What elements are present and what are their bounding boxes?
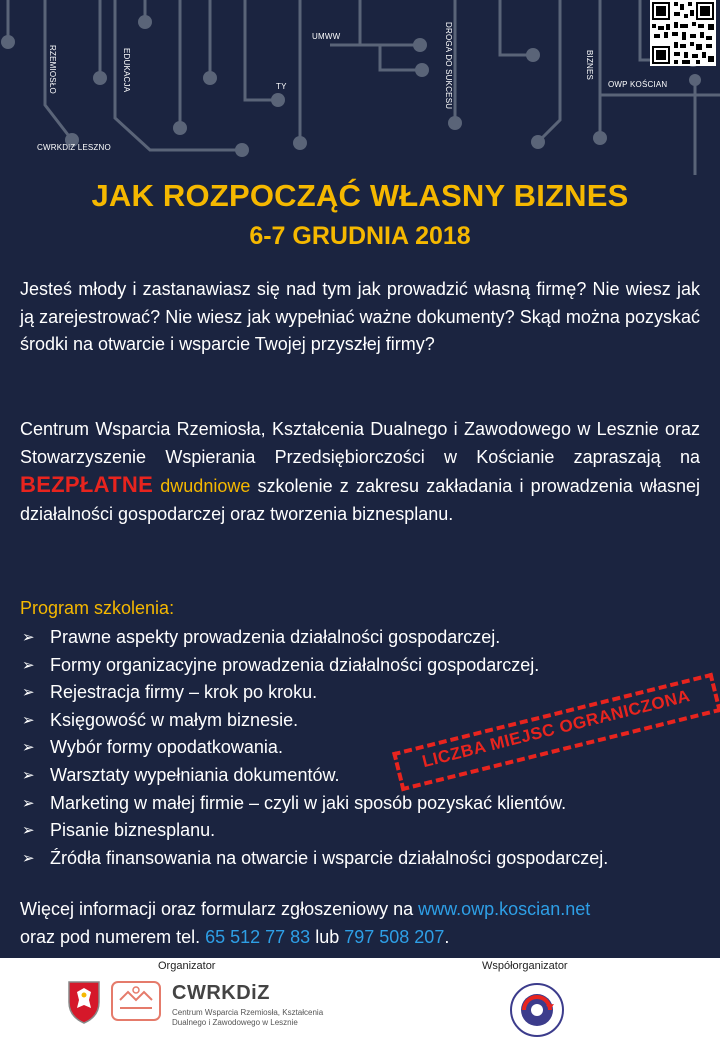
program-item [20, 762, 608, 790]
circuit-label-biznes: BIZNES [585, 50, 594, 81]
coat-of-arms-icon [65, 978, 103, 1024]
swp-logo-icon [500, 974, 574, 1040]
program-item-text: Pisanie biznesplanu. [50, 820, 216, 841]
arrow-bullet-icon: ➢ [22, 822, 35, 840]
arrow-bullet-icon: ➢ [22, 794, 35, 812]
arrow-bullet-icon: ➢ [22, 656, 35, 674]
qr-code[interactable] [650, 0, 716, 66]
intro-paragraph: Jesteś młody i zastanawiasz się nad tym jak prowadzić własną firmę? Nie wiesz jak ją zarejestrować? Nie wiesz jak wypełniać ważne dokumenty? Skąd można pozyskać środki na otwarcie i wsparcie Twojej przyszłej firmy? [20, 279, 700, 354]
circuit-label-ty: TY [276, 82, 287, 91]
cwrkdiz-name: CWRKDiZ [172, 982, 270, 1004]
invite-text-2: szkolenie z zakresu zakładania i prowadzenia własnej działalności gospodarczej oraz tworzenia biznesplanu. [20, 476, 700, 524]
arrow-bullet-icon: ➢ [22, 684, 35, 702]
cwrkdiz-full-name: Centrum Wsparcia Rzemiosła, Kształcenia Dualnego i Zawodowego w Lesznie [172, 1008, 324, 1027]
program-title: Program szkolenia: [20, 598, 175, 618]
arrow-bullet-icon: ➢ [22, 766, 35, 784]
circuit-label-rzemioslo: RZEMIOSŁO [48, 45, 57, 94]
program-item-text: Prawne aspekty prowadzenia działalności gospodarczej. [50, 627, 501, 647]
circuit-label-owp: OWP KOŚCIAN [608, 80, 668, 89]
page-title: JAK ROZPOCZĄĆ WŁASNY BIZNES [91, 178, 629, 213]
program-item-text: Księgowość w małym biznesie. [50, 709, 299, 730]
more-info-text-4: . [444, 926, 450, 947]
program-item [20, 624, 608, 652]
arrow-bullet-icon: ➢ [22, 739, 35, 757]
invite-paragraph [20, 416, 700, 528]
program-item-text: Źródła finansowania na otwarcie i wsparcie działalności gospodarczej. [50, 847, 609, 868]
program-item-text: Rejestracja firmy – krok po kroku. [50, 682, 318, 703]
organizer-label: Organizator [158, 960, 216, 972]
arrow-bullet-icon: ➢ [22, 849, 35, 867]
more-info-text-3: lub [310, 926, 345, 947]
program-item [20, 845, 608, 873]
free-highlight: BEZPŁATNE [20, 472, 154, 497]
invite-text-1: Centrum Wsparcia Rzemiosła, Kształcenia Dualnego i Zawodowego w Lesznie oraz Stowarzyszenie Wspierania Przedsiębiorczości w Kościanie zapraszają na [20, 419, 700, 467]
more-info-text-2: oraz pod numerem tel. [20, 926, 206, 947]
arrow-bullet-icon: ➢ [22, 711, 35, 729]
phone-link-1[interactable]: 65 512 77 83 [205, 926, 311, 947]
two-day-highlight: dwudniowe [160, 476, 251, 496]
coorganizer-label: Współorganizator [482, 960, 568, 972]
website-link[interactable]: www.owp.koscian.net [418, 899, 591, 919]
program-item-text: Formy organizacyjne prowadzenia działalności gospodarczej. [50, 654, 540, 675]
program-item [20, 817, 608, 845]
arrow-bullet-icon: ➢ [22, 629, 35, 646]
program-item [20, 790, 608, 818]
program-item-text: Marketing w małej firmie – czyli w jaki sposób pozyskać klientów. [50, 792, 567, 813]
circuit-label-droga: DROGA DO SUKCESU [444, 22, 453, 110]
program-item-text: Wybór formy opodatkowania. [50, 737, 283, 758]
cwrkdiz-logo-icon [108, 978, 164, 1024]
stamp-text: LICZBA MIEJSC OGRANICZONA [420, 686, 693, 772]
program-item-text: Warsztaty wypełniania dokumentów. [50, 764, 340, 785]
circuit-label-cwrkdiz: CWRKDiZ LESZNO [37, 143, 111, 152]
circuit-label-edukacja: EDUKACJA [122, 48, 131, 93]
more-info-text-1: Więcej informacji oraz formularz zgłoszeniowy na [20, 899, 419, 919]
event-date: 6-7 GRUDNIA 2018 [249, 222, 471, 250]
program-item [20, 652, 608, 680]
phone-link-2[interactable]: 797 508 207 [344, 926, 445, 947]
footer [0, 958, 720, 1040]
program-item [20, 679, 608, 707]
more-info [20, 896, 700, 951]
circuit-label-umww: UMWW [312, 32, 341, 41]
